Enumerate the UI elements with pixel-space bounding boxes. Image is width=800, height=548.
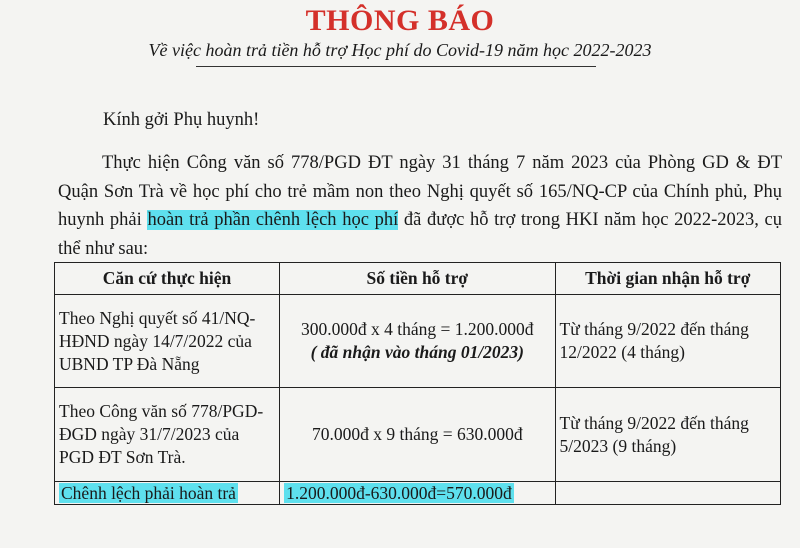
- row-basis: Theo Công văn số 778/PGD-ĐGD ngày 31/7/2023 của PGD ĐT Sơn Trà.: [55, 388, 280, 482]
- title-divider: [196, 66, 596, 67]
- header-period: Thời gian nhận hỗ trợ: [555, 263, 780, 295]
- total-value-cell: [280, 482, 555, 505]
- row-amount-cell: [280, 295, 555, 388]
- header-amount: Số tiền hỗ trợ: [280, 263, 555, 295]
- row-basis: Theo Nghị quyết số 41/NQ-HĐND ngày 14/7/2022 của UBND TP Đà Nẵng: [55, 295, 280, 388]
- total-label-cell: [55, 482, 280, 505]
- table-row: [55, 388, 781, 482]
- table-total-row: [55, 482, 781, 505]
- row-amount: 300.000đ x 4 tháng = 1.200.000đ: [301, 319, 534, 339]
- greeting: Kính gởi Phụ huynh!: [103, 110, 260, 130]
- notice-subtitle: Về việc hoàn trả tiền hỗ trợ Học phí do Covid-19 năm học 2022-2023: [148, 40, 652, 60]
- paragraph-text-before: Thực hiện Công văn số 778/PGD ĐT ngày 31 tháng 7 năm 2023 của Phòng GD & ĐT Quận Sơn Trà về học phí cho trẻ mầm non theo Nghị quyết số 165/NQ-CP của Chính phủ, Phụ huynh phải: [58, 153, 782, 230]
- total-empty-cell: [555, 482, 780, 505]
- row-period: Từ tháng 9/2022 đến tháng 5/2023 (9 tháng): [555, 388, 780, 482]
- header-basis: Căn cứ thực hiện: [55, 263, 280, 295]
- notice-title: THÔNG BÁO: [305, 4, 495, 37]
- total-label: Chênh lệch phải hoàn trả: [61, 483, 236, 503]
- paragraph-text-after: đã được hỗ trợ trong HKI năm học 2022-2023, cụ thể như sau:: [58, 210, 782, 259]
- table-header-row: [55, 263, 781, 295]
- paragraph-highlight: hoàn trả phần chênh lệch học phí: [147, 210, 399, 230]
- table-row: [55, 295, 781, 388]
- total-value: 1.200.000đ-630.000đ=570.000đ: [286, 483, 512, 503]
- body-paragraph: [58, 149, 782, 263]
- support-table: [54, 262, 781, 505]
- row-period: Từ tháng 9/2022 đến tháng 12/2022 (4 tháng): [555, 295, 780, 388]
- row-amount-note: ( đã nhận vào tháng 01/2023): [310, 342, 525, 362]
- row-amount: 70.000đ x 9 tháng = 630.000đ: [280, 388, 555, 482]
